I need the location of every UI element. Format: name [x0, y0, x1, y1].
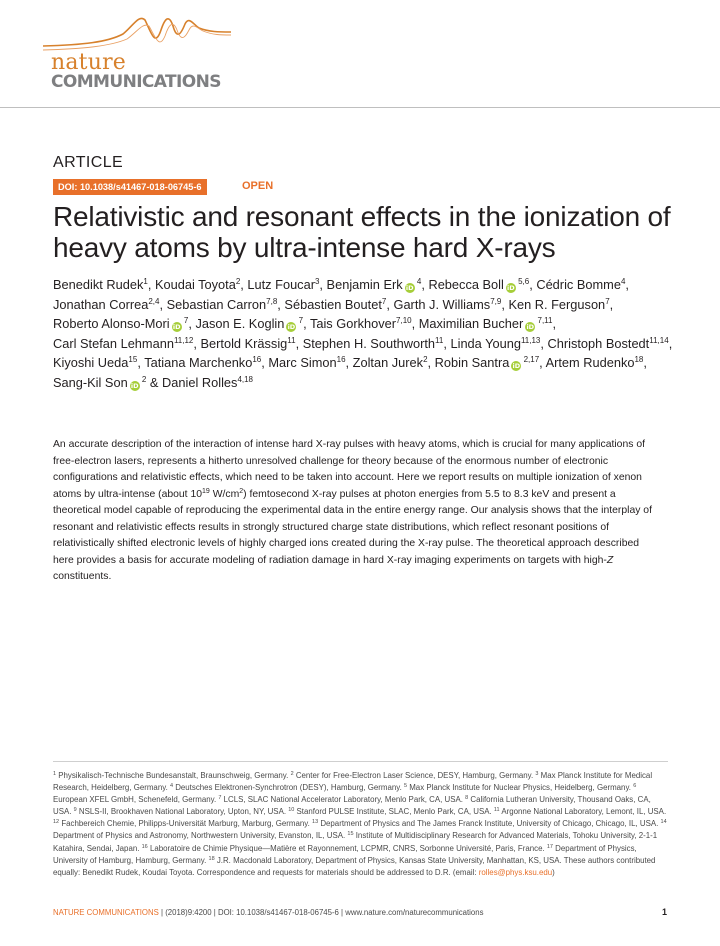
author-affiliation-marker: 11	[435, 335, 444, 345]
author-affiliation-marker: 7	[181, 316, 189, 326]
affiliation-text: NSLS-II, Brookhaven National Laboratory, Upton, NY, USA.	[76, 807, 289, 817]
author-affiliation-marker: 7	[296, 316, 304, 326]
abstract-part: ) femtosecond X-ray pulses at photon energies from 5.5 to 8.3 keV and present a theoretical model capable of reproducing the experimental data in the entire energy range. Our analysis shows that the interplay of resonant and relativistic effects results in strongly structured charge state distributions, which reflect resonant positions of relativistically shifted electronic levels of highly charged ions created during the X-ray pulse. The theoretical approach described here provides a basis for accurate modeling of radiation damage in hard X-ray imaging experiments on targets with high-	[53, 488, 652, 566]
article-title: Relativistic and resonant effects in the ionization of heavy atoms by ultra-intense hard X-rays	[53, 201, 671, 263]
author-affiliation-marker: 11	[287, 335, 296, 345]
author-name[interactable]: Tatiana Marchenko$^{16}$	[144, 355, 262, 371]
article-type-label: ARTICLE	[53, 154, 124, 171]
affiliation-text: Fachbereich Chemie, Philipps-Universität Marburg, Marburg, Germany.	[59, 819, 313, 829]
affiliation-number: 9	[73, 807, 77, 814]
author-name[interactable]: Cédric Bomme$^4$	[536, 277, 626, 292]
author-name[interactable]: Kiyoshi Ueda$^{15}$	[53, 355, 138, 371]
author-affiliation-marker: 4	[414, 277, 422, 286]
author-name[interactable]: Roberto Alonso-Mori iD $^7$	[53, 316, 189, 332]
author-affiliation-marker: 2,4	[148, 296, 160, 306]
author-affiliation-marker: 2	[235, 277, 241, 286]
author-affiliation-marker: 18	[634, 355, 644, 365]
affiliation-number: 6	[633, 783, 637, 790]
author-name[interactable]: Sébastien Boutet$^7$	[284, 296, 387, 312]
abstract-part: W/cm	[209, 488, 240, 500]
author-affiliation-marker: 7,11	[535, 316, 553, 326]
author-affiliation-marker: 2,17	[521, 355, 540, 365]
affiliation-number: 11	[493, 807, 500, 814]
page-footer	[53, 907, 673, 919]
author-affiliation-marker: 7	[381, 296, 387, 306]
affiliation-number: 17	[546, 843, 553, 850]
orcid-icon[interactable]: iD	[130, 381, 139, 390]
affiliations-block	[53, 770, 671, 879]
author-affiliation-marker: 4,18	[237, 374, 254, 384]
affiliation-number: 5	[403, 783, 408, 790]
author-name[interactable]: Ken R. Ferguson$^7$	[508, 296, 610, 312]
abstract-part: constituents.	[53, 571, 112, 582]
affiliation-text: Stanford PULSE Institute, SLAC, Menlo Park, CA, USA.	[294, 807, 494, 817]
author-affiliation-marker: 7,9	[490, 296, 502, 306]
author-affiliation-marker: 4	[620, 277, 626, 286]
affiliation-number: 2	[290, 771, 294, 777]
affiliation-number: 10	[288, 807, 295, 814]
author-affiliation-marker: 1	[143, 277, 148, 286]
footer-citation: | (2018)9:4200 | DOI: 10.1038/s41467-018-06745-6 | www.nature.com/naturecommunications	[158, 908, 484, 917]
abstract-superscript: 19	[202, 487, 210, 495]
author-name[interactable]: Maximilian Bucher iD $^{7,11}$	[418, 316, 553, 332]
affiliation-text: Max Planck Institute for Nuclear Physics, Heidelberg, Germany.	[407, 783, 634, 793]
logo-communications-text: COMMUNICATIONS	[51, 72, 221, 92]
author-affiliation-marker: 7,8	[266, 296, 278, 306]
abstract-part: An accurate description of the interaction of intense hard X-ray pulses with heavy atoms, which is crucial for many applications of free-electron lasers, represents a hitherto unresolved challenge for theory because of the enormous number of electronic configurations and relativistic effects, which need to be taken into account. Here we report results on multiple ionization of xenon atoms by ultra-intense (about 10	[53, 439, 645, 500]
affiliation-number: 13	[312, 819, 319, 826]
affiliation-number: 3	[535, 771, 539, 777]
author-name[interactable]: Robin Santra iD $^{2,17}$	[434, 355, 540, 371]
journal-logo	[43, 12, 233, 96]
doi-badge-link[interactable]: DOI: 10.1038/s41467-018-06745-6	[53, 179, 207, 195]
author-affiliation-marker: 7,10	[396, 316, 412, 326]
author-name[interactable]: Benjamin Erk iD $^4$	[326, 277, 422, 292]
affiliation-text: Deutsches Elektronen-Synchrotron (DESY), Hamburg, Germany.	[173, 783, 404, 793]
affiliation-number: 1	[53, 771, 57, 777]
abstract-text	[53, 437, 660, 586]
affiliation-number: 14	[660, 819, 667, 826]
orcid-icon[interactable]: iD	[287, 323, 296, 332]
affiliation-text: Department of Physics and Astronomy, Northwestern University, Evanston, IL, USA.	[53, 831, 348, 841]
correspondence-end: )	[552, 867, 555, 877]
author-name[interactable]: Daniel Rolles$^{4,18}$	[162, 374, 254, 390]
author-name[interactable]: Tais Gorkhover$^{7,10}$	[309, 316, 412, 332]
author-affiliation-marker: 7	[605, 296, 610, 306]
logo-nature-text: nature	[51, 50, 127, 75]
correspondence-email-link[interactable]: rolles@phys.ksu.edu	[478, 867, 553, 877]
author-name[interactable]: Stephen H. Southworth$^{11}$	[302, 335, 444, 351]
affiliation-number: 12	[53, 819, 60, 826]
affiliation-list	[53, 771, 667, 865]
affiliation-text: Physikalisch-Technische Bundesanstalt, Braunschweig, Germany.	[56, 771, 291, 780]
affiliation-text: Argonne National Laboratory, Lemont, IL, USA.	[499, 807, 667, 817]
affiliation-text: J.R. Macdonald Laboratory, Department of Physics, Kansas State University, Manhattan, KS, USA.	[214, 855, 564, 865]
affiliation-number: 15	[347, 831, 354, 838]
author-affiliation-marker: 3	[314, 277, 320, 286]
affiliation-text: Laboratoire de Chimie Physique—Matière et Rayonnement, LCPMR, CNRS, Sorbonne Université, Paris, France.	[147, 843, 547, 853]
author-name[interactable]: Garth J. Williams$^{7,9}$	[393, 296, 502, 312]
author-name[interactable]: Carl Stefan Lehmann$^{11,12}$	[53, 335, 194, 351]
page-number: 1	[662, 907, 668, 917]
orcid-icon[interactable]: iD	[172, 323, 181, 332]
author-affiliation-marker: 11,14	[649, 335, 669, 345]
author-name[interactable]: Rebecca Boll iD $^{5,6}$	[428, 277, 530, 292]
author-name[interactable]: Linda Young$^{11,13}$	[450, 335, 541, 351]
affiliation-text: Institute of Multidisciplinary Research for Advanced Materials, Tohoku University, 2-1-1 Katahira, Sendai, Japan.	[53, 831, 658, 853]
author-affiliation-marker: 2	[423, 355, 428, 365]
affiliation-text: European XFEL GmbH, Schenefeld, Germany.	[53, 795, 219, 805]
footnote-divider	[53, 761, 668, 762]
affiliation-number: 16	[141, 843, 148, 850]
correspondence-note: Correspondence and requests for materials should be addressed to D.R. (email:	[196, 867, 479, 877]
orcid-icon[interactable]: iD	[526, 323, 535, 332]
author-affiliation-marker: 5,6	[515, 277, 530, 286]
author-affiliation-marker: 16	[336, 355, 346, 365]
author-name[interactable]: Koudai Toyota$^2$	[154, 277, 241, 292]
author-name[interactable]: Artem Rudenko$^{18}$	[545, 355, 644, 371]
author-affiliation-marker: 16	[252, 355, 262, 365]
author-affiliation-marker: 11,12	[173, 335, 194, 345]
author-name[interactable]: Bertold Krässig$^{11}$	[200, 335, 296, 351]
author-name[interactable]: Sebastian Carron$^{7,8}$	[166, 296, 278, 312]
author-affiliation-marker: 15	[128, 355, 138, 365]
author-affiliation-marker: 2	[139, 374, 147, 384]
affiliation-text: California Lutheran University, Thousand Oaks, CA, USA.	[53, 795, 651, 817]
affiliation-number: 8	[465, 795, 469, 802]
affiliation-text: Center for Free-Electron Laser Science, DESY, Hamburg, Germany.	[293, 771, 536, 780]
author-name[interactable]: Benedikt Rudek$^1$	[53, 277, 148, 292]
affiliation-text: Department of Physics, University of Hamburg, Hamburg, Germany.	[53, 843, 637, 865]
affiliation-number: 4	[169, 783, 174, 790]
author-name[interactable]: Lutz Foucar$^3$	[247, 277, 320, 292]
affiliation-text: Max Planck Institute for Medical Research, Heidelberg, Germany.	[53, 771, 653, 793]
affiliation-text: Department of Physics and The James Franck Institute, University of Chicago, Chicago, IL, USA.	[318, 819, 661, 829]
author-list: Benedikt Rudek$^1$, Koudai Toyota$^2$, Lutz Foucar$^3$, Benjamin Erk iD $^4$, Rebecca Boll iD $^{5,6}$, Cédric Bomme$^4$, Jonathan Correa$^{2,4}$, Sebastian Carron$^{7,8}$, Sébastien Boutet$^7$, Garth J. Williams$^{7,9}$, Ken R. Ferguson$^7$, Roberto Alonso-Mori iD $^7$, Jason E. Koglin iD $^7$, Tais Gorkhover$^{7,10}$, Maximilian Bucher iD $^{7,11}$, Carl Stefan Lehmann$^{11,12}$, Bertold Krässig$^{11}$, Stephen H. Southworth$^{11}$, Linda Young$^{11,13}$, Christoph Bostedt$^{11,14}$, Kiyoshi Ueda$^{15}$, Tatiana Marchenko$^{16}$, Marc Simon$^{16}$, Zoltan Jurek$^2$, Robin Santra iD $^{2,17}$, Artem Rudenko$^{18}$, Sang-Kil Son iD $^2$ & Daniel Rolles$^{4,18}$	[53, 277, 673, 390]
footer-journal-name: NATURE COMMUNICATIONS	[53, 908, 159, 917]
author-affiliation-marker: 11,13	[520, 335, 541, 345]
orcid-icon[interactable]: iD	[405, 284, 414, 292]
author-name[interactable]: Marc Simon$^{16}$	[268, 355, 346, 371]
abstract-superscript: 2	[239, 487, 244, 495]
contribution-note: These authors contributed equally: Benedikt Rudek, Koudai Toyota.	[53, 855, 656, 877]
orcid-icon[interactable]: iD	[512, 362, 521, 371]
header-divider	[0, 107, 720, 108]
open-access-label: OPEN	[242, 180, 274, 192]
author-name[interactable]: Christoph Bostedt$^{11,14}$	[547, 335, 669, 351]
affiliation-number: 18	[208, 855, 215, 862]
abstract-italic: Z	[606, 554, 614, 566]
affiliation-text: LCLS, SLAC National Accelerator Laboratory, Menlo Park, CA, USA.	[221, 795, 466, 805]
author-name[interactable]: Jonathan Correa$^{2,4}$	[53, 296, 160, 312]
author-name[interactable]: Sang-Kil Son iD $^2$	[53, 374, 147, 390]
affiliation-number: 7	[218, 795, 222, 802]
author-name[interactable]: Zoltan Jurek$^2$	[352, 355, 428, 371]
author-name[interactable]: Jason E. Koglin iD $^7$	[195, 316, 304, 332]
orcid-icon[interactable]: iD	[507, 284, 515, 292]
